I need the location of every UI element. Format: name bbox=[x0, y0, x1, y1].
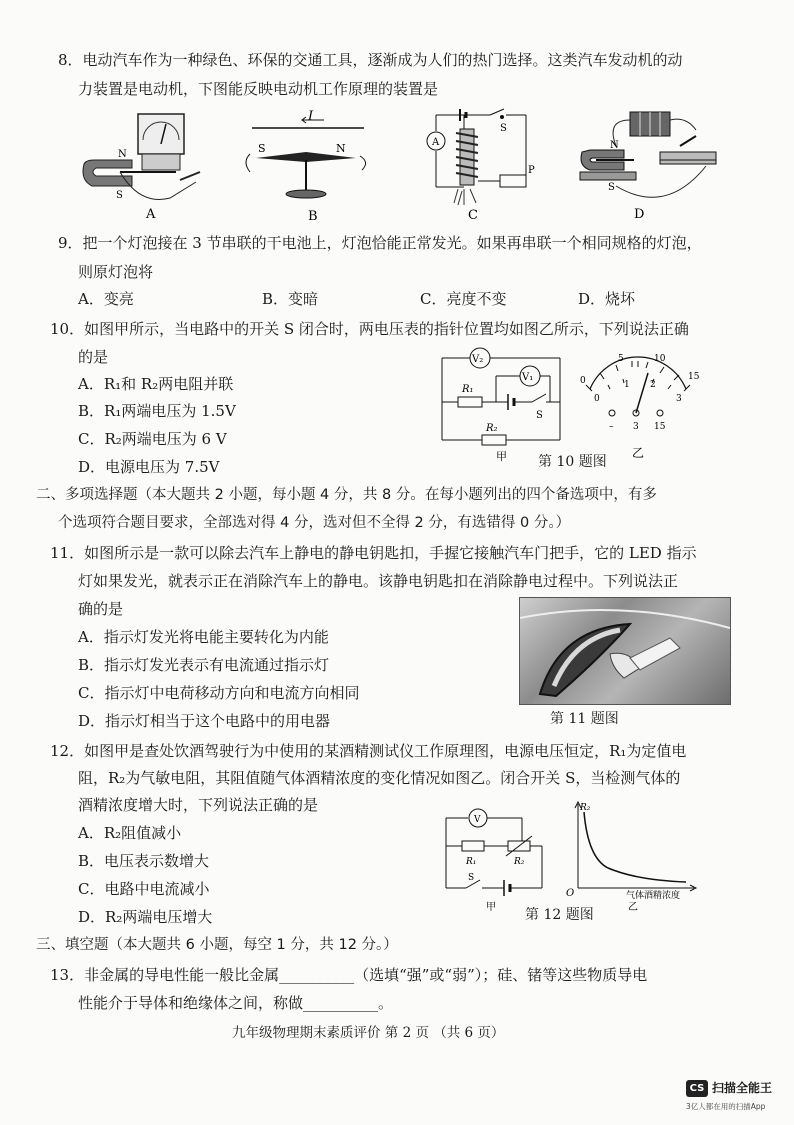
section3-line1: 三、填空题（本大题共 6 小题，每空 1 分，共 12 分。） bbox=[36, 937, 398, 953]
meter-bottom-1: 1 bbox=[624, 380, 630, 390]
scanner-tagline: 3亿人都在用的扫描App bbox=[686, 1102, 766, 1111]
q12-v-label: V bbox=[474, 815, 481, 825]
q10-line1: 10．如图甲所示，当电路中的开关 S 闭合时，两电压表的指针位置均如图乙所示，下列说法正确 bbox=[50, 320, 689, 338]
q13-line2: 性能介于导体和绝缘体之间，称做__________。 bbox=[78, 994, 394, 1012]
q12-line3: 酒精浓度增大时，下列说法正确的是 bbox=[78, 796, 319, 814]
q9-option-b: B．变暗 bbox=[262, 290, 319, 308]
meter-top-15: 15 bbox=[688, 372, 700, 382]
q12-circuit-diagram bbox=[442, 804, 550, 914]
q11-keychain-photo bbox=[519, 597, 731, 705]
meter-bottom-3: 3 bbox=[676, 394, 682, 404]
electromagnet-diagram bbox=[420, 105, 540, 223]
galvanometer-diagram bbox=[80, 110, 210, 222]
q12-option-d: D．R₂两端电压增大 bbox=[78, 908, 213, 926]
fig-a-label: A bbox=[146, 207, 156, 222]
q12-s-label: S bbox=[468, 873, 475, 883]
q10-r2-label: R₂ bbox=[486, 423, 498, 434]
scanner-app-name: 扫描全能王 bbox=[712, 1081, 773, 1095]
section2-line1: 二、多项选择题（本大题共 2 小题，每小题 4 分，共 8 分。在每小题列出的四个备选项中，有多 bbox=[36, 487, 657, 503]
q11-option-a: A．指示灯发光将电能主要转化为内能 bbox=[78, 628, 329, 646]
q10-option-a: A．R₁和 R₂两电阻并联 bbox=[78, 375, 234, 393]
q12-option-b: B．电压表示数增大 bbox=[78, 852, 210, 870]
fig-d-n-label: N bbox=[610, 140, 619, 151]
q8-line1: 8．电动汽车作为一种绿色、环保的交通工具，逐渐成为人们的热门选择。这类汽车发动机的动 bbox=[58, 51, 683, 69]
meter-terminal-3: 3 bbox=[633, 422, 639, 432]
q10-r1-label: R₁ bbox=[462, 384, 474, 395]
q9-option-a: A．变亮 bbox=[78, 290, 134, 308]
oersted-diagram bbox=[236, 108, 376, 222]
q10-meter-figure bbox=[576, 349, 700, 463]
q12-r2-label: R₂ bbox=[514, 857, 525, 867]
q13-line1: 13．非金属的导电性能一般比金属__________（选填“强”或“弱”）；硅、锗等这些物质导电 bbox=[50, 966, 648, 984]
q10-yi-label: 乙 bbox=[632, 446, 645, 460]
fig-b-n-label: N bbox=[336, 142, 346, 155]
q10-option-c: C．R₂两端电压为 6 V bbox=[78, 430, 227, 448]
q12-option-a: A．R₂阻值减小 bbox=[78, 824, 182, 842]
meter-top-10: 10 bbox=[654, 354, 666, 364]
q10-s-label: S bbox=[536, 410, 543, 421]
q12-circuit-figure bbox=[442, 804, 550, 914]
fig-b-current-label: I bbox=[308, 109, 314, 124]
scanner-logo-icon: CS bbox=[686, 1080, 708, 1097]
q11-line2: 灯如果发光，就表示正在消除汽车上的静电。该静电钥匙扣在消除静电过程中。下列说法正 bbox=[78, 572, 679, 590]
page-footer: 九年级物理期末素质评价 第 2 页 （共 6 页） bbox=[232, 1025, 505, 1041]
q10-option-b: B．R₁两端电压为 1.5V bbox=[78, 402, 236, 420]
q10-jia-label: 甲 bbox=[496, 450, 507, 463]
fig-c-switch-label: S bbox=[500, 123, 507, 134]
meter-bottom-0: 0 bbox=[594, 394, 600, 404]
car-door-handle-image bbox=[520, 598, 730, 704]
fig-c-p-label: P bbox=[528, 165, 535, 176]
q12-yi-label: 乙 bbox=[628, 902, 638, 912]
q12-option-c: C．电路中电流减小 bbox=[78, 880, 210, 898]
section2-line2: 个选项符合题目要求，全部选对得 4 分，选对但不全得 2 分，有选错得 0 分。） bbox=[58, 515, 571, 531]
q12-caption: 第 12 题图 bbox=[525, 907, 594, 923]
q12-jia-label: 甲 bbox=[486, 902, 496, 913]
q9-line2: 则原灯泡将 bbox=[78, 263, 154, 281]
q10-caption: 第 10 题图 bbox=[538, 454, 607, 470]
q9-line1: 9．把一个灯泡接在 3 节串联的干电池上，灯泡恰能正常发光。如果再串联一个相同规格的灯泡， bbox=[58, 234, 702, 252]
meter-terminal-minus: – bbox=[609, 422, 614, 432]
q9-option-d: D．烧坏 bbox=[578, 290, 636, 308]
q10-circuit-figure bbox=[436, 342, 566, 464]
q11-option-b: B．指示灯发光表示有电流通过指示灯 bbox=[78, 656, 330, 674]
q10-v2-label: V₂ bbox=[472, 354, 484, 365]
q8-line2: 力装置是电动机，下图能反映电动机工作原理的装置是 bbox=[78, 80, 439, 98]
fig-c-label: C bbox=[468, 208, 478, 223]
voltmeter-dial-diagram bbox=[576, 349, 700, 463]
graph-y-label: R₂ bbox=[580, 803, 591, 813]
fig-d-label: D bbox=[634, 207, 645, 222]
fig-d-s-label: S bbox=[608, 182, 615, 193]
meter-terminal-15: 15 bbox=[654, 422, 666, 432]
q11-line3: 确的是 bbox=[78, 600, 124, 618]
meter-top-5: 5 bbox=[618, 354, 624, 364]
fig-b-s-label: S bbox=[258, 142, 266, 155]
q11-line1: 11．如图所示是一款可以除去汽车上静电的静电钥匙扣，手握它接触汽车门把手，它的 LED 指示 bbox=[50, 544, 697, 562]
q8-figure-c bbox=[420, 105, 540, 223]
q12-line1: 12．如图甲是查处饮酒驾驶行为中使用的某酒精测试仪工作原理图，电源电压恒定，R₁为定值电 bbox=[50, 742, 687, 760]
fig-c-ammeter-label: A bbox=[432, 137, 440, 148]
q10-option-d: D．电源电压为 7.5V bbox=[78, 458, 220, 476]
fig-a-s-label: S bbox=[116, 190, 123, 201]
q11-option-d: D．指示灯相当于这个电路中的用电器 bbox=[78, 712, 331, 730]
meter-top-0: 0 bbox=[580, 376, 586, 386]
q12-line2: 阻，R₂为气敏电阻，其阻值随气体酒精浓度的变化情况如图乙。闭合开关 S，当检测气体的 bbox=[78, 769, 681, 787]
q11-caption: 第 11 题图 bbox=[550, 711, 619, 727]
q10-line2: 的是 bbox=[78, 348, 109, 366]
q12-graph-figure bbox=[566, 798, 700, 912]
q10-circuit-diagram bbox=[436, 342, 566, 464]
q8-figure-d bbox=[576, 106, 724, 222]
q10-v1-label: V₁ bbox=[522, 372, 534, 383]
motor-apparatus-diagram bbox=[576, 106, 724, 222]
q8-figure-a bbox=[80, 110, 210, 222]
resistance-concentration-graph bbox=[566, 798, 700, 912]
q9-option-c: C．亮度不变 bbox=[420, 290, 507, 308]
meter-bottom-2: 2 bbox=[650, 380, 656, 390]
q11-option-c: C．指示灯中电荷移动方向和电流方向相同 bbox=[78, 684, 360, 702]
q8-figure-b bbox=[236, 108, 376, 222]
graph-origin-label: O bbox=[566, 888, 575, 899]
fig-b-label: B bbox=[308, 209, 318, 222]
fig-a-n-label: N bbox=[118, 149, 127, 160]
graph-x-label: 气体酒精浓度 bbox=[626, 891, 681, 901]
q12-r1-label: R₁ bbox=[466, 857, 477, 867]
